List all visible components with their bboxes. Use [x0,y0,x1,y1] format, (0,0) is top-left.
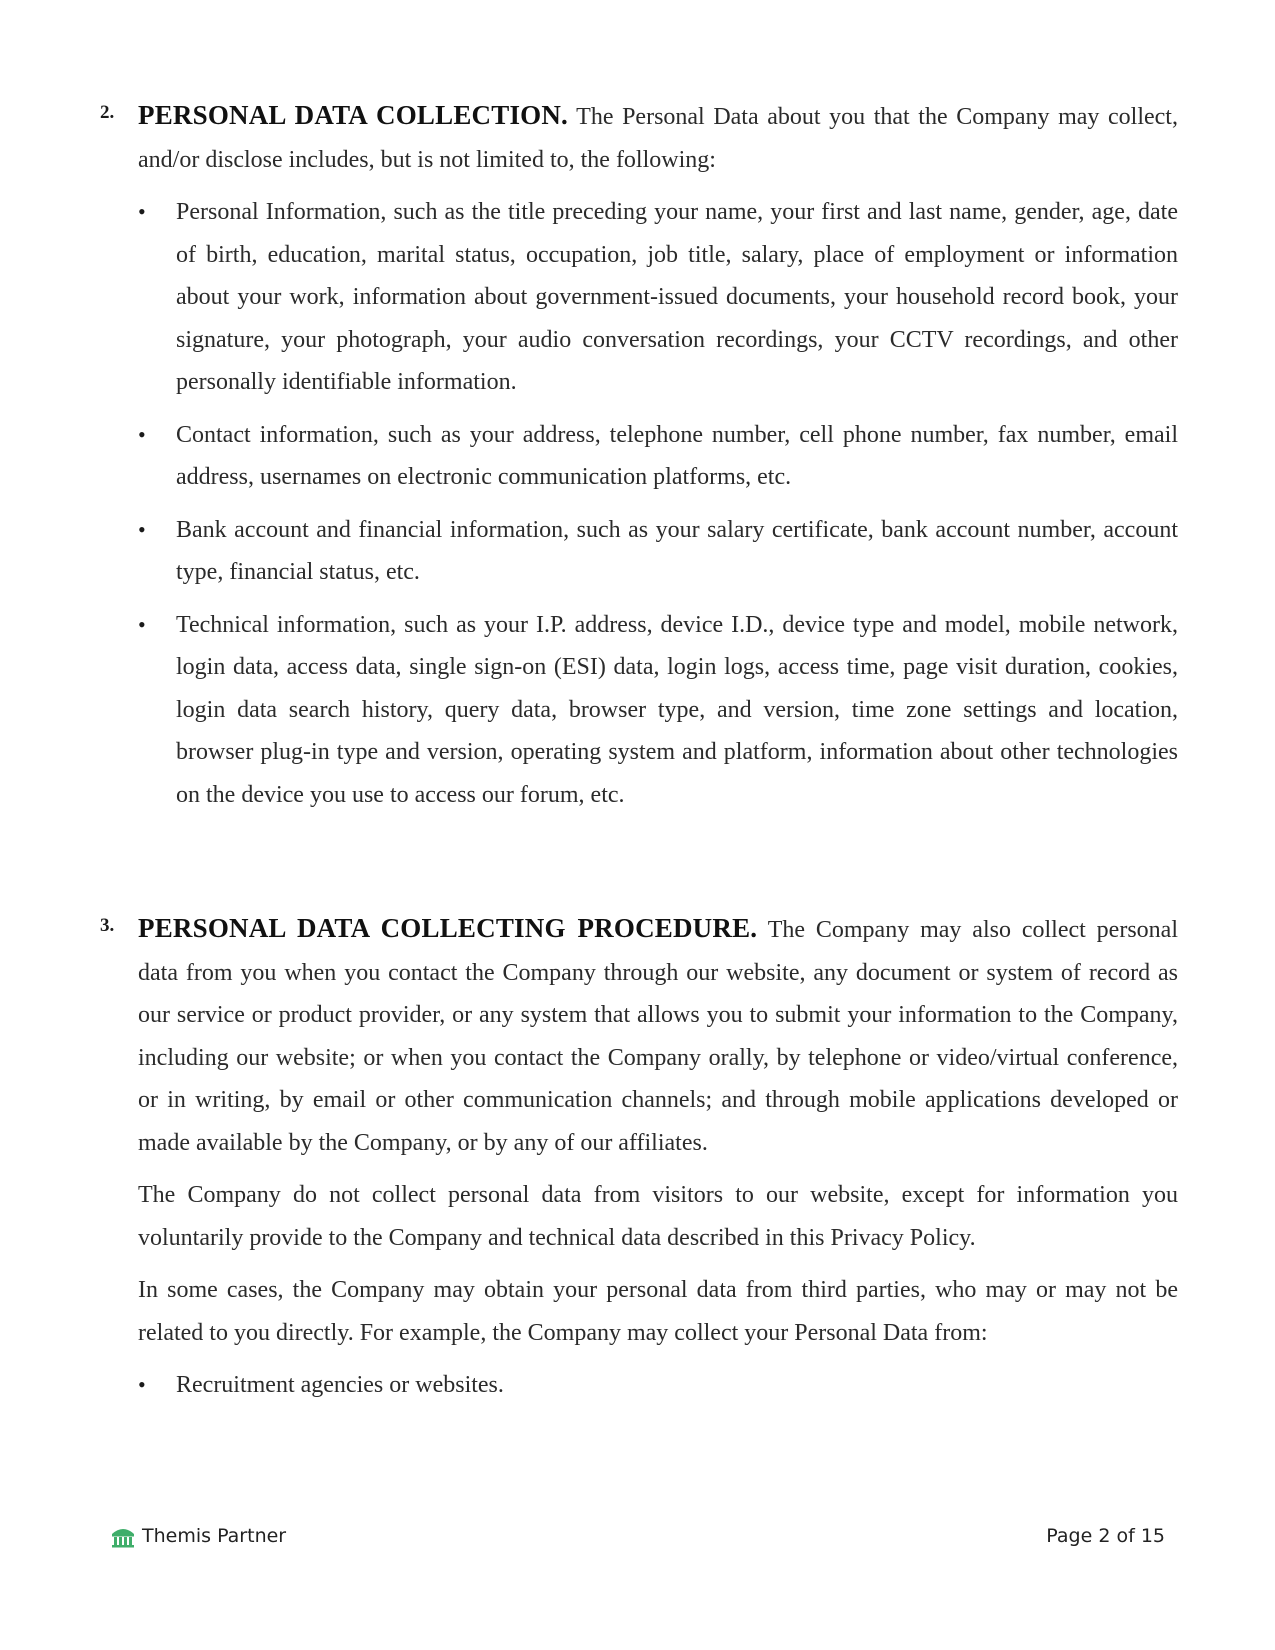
list-item-text: Recruitment agencies or websites. [176,1372,504,1398]
section-3 [100,907,1178,1417]
section-number: 2. [100,102,115,123]
list-item [138,191,1178,404]
section-intro-text: The Personal Data about you that the Company may collect, and/or disclose includes, but is not limited to, the following: [138,104,1178,173]
list-item [138,604,1178,817]
bullet-icon: • [138,611,146,637]
list-item [138,414,1178,499]
section-intro-paragraph [138,94,1178,181]
list-item-text: Bank account and financial information, such as your salary certificate, bank account number, account type, financial status, etc. [176,516,1178,585]
brand-name: Themis Partner [142,1525,287,1547]
brand [110,1523,286,1549]
bullet-icon: • [138,421,146,447]
section-heading: PERSONAL DATA COLLECTION. [138,100,569,130]
section-heading: PERSONAL DATA COLLECTING PROCEDURE. [138,913,758,943]
section-2 [100,94,1178,826]
section-body [138,907,1178,1407]
bullet-list [138,1364,1178,1407]
bullet-icon: • [138,1372,146,1397]
list-item-text: Contact information, such as your address, telephone number, cell phone number, fax number, email address, usernames on electronic communication platforms, etc. [176,421,1178,490]
paragraph: In some cases, the Company may obtain your personal data from third parties, who may or may not be related to you directly. For example, the Company may collect your Personal Data from: [138,1277,1178,1346]
section-intro-paragraph [138,907,1178,1164]
bullet-icon: • [138,199,146,224]
page-number: Page 2 of 15 [1046,1525,1165,1547]
section-number: 3. [100,915,115,936]
section-intro-text: The Company may also collect personal data from you when you contact the Company through our website, any document or system of record as our service or product provider, or any system that allows you to submit your information to the Company, including our website; or when you contact the Company orally, by telephone or video/virtual conference, or in writing, by email or other communication channels; and through mobile applications developed or made available by the Company, or by any of our affiliates. [138,917,1178,1156]
bullet-icon: • [138,516,146,542]
themis-pillar-logo-icon [110,1523,136,1549]
page-footer [110,1523,1165,1555]
list-item-text: Personal Information, such as the title preceding your name, your first and last name, gender, age, date of birth, education, marital status, occupation, job title, salary, place of employment or information about your work, information about government-issued documents, your household record book, your signature, your photograph, your audio conversation recordings, your CCTV recordings, and other personally identifiable information. [176,199,1178,395]
list-item [138,509,1178,594]
bullet-list [138,191,1178,816]
paragraph: The Company do not collect personal data from visitors to our website, except for information you voluntarily provide to the Company and technical data described in this Privacy Policy. [138,1182,1178,1251]
list-item [138,1364,1178,1407]
list-item-text: Technical information, such as your I.P. address, device I.D., device type and model, mobile network, login data, access data, single sign-on (ESI) data, login logs, access time, page visit duration, cookies, login data search history, query data, browser type, and version, time zone settings and location, browser plug-in type and version, operating system and platform, information about other technologies on the device you use to access our forum, etc. [176,611,1178,808]
section-body [138,94,1178,816]
